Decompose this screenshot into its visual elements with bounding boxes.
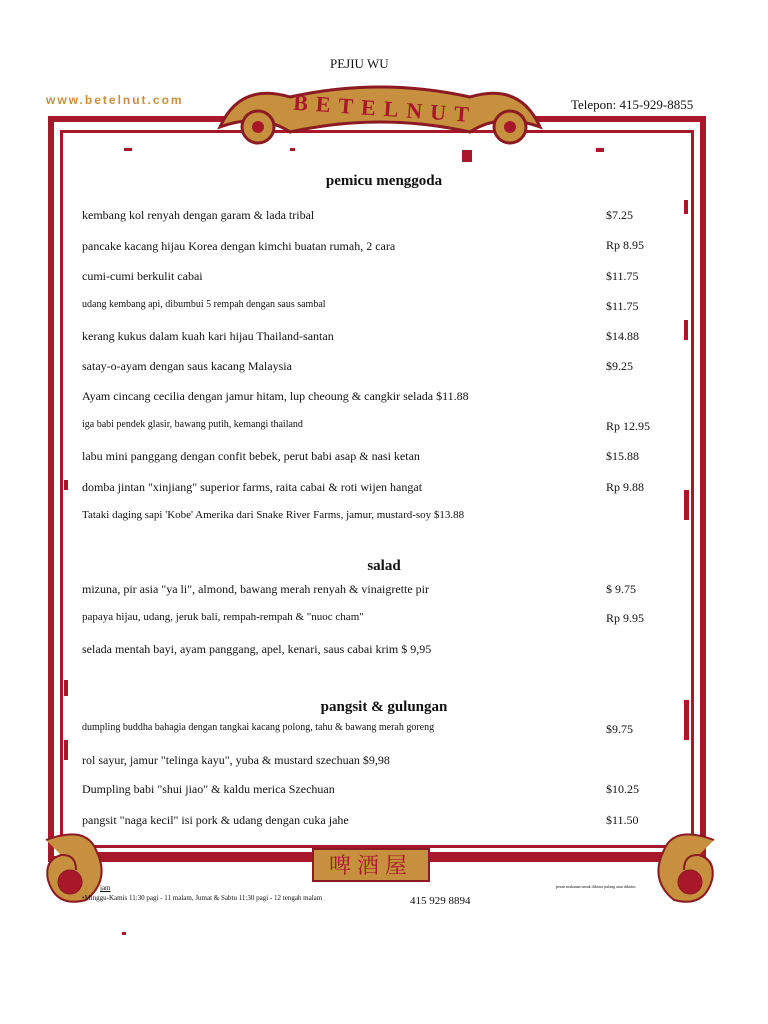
menu-item: Ayam cincang cecilia dengan jamur hitam, lup cheoung & cangkir selada $11.88 bbox=[82, 389, 469, 403]
menu-item: kembang kol renyah dengan garam & lada tribal bbox=[82, 208, 315, 222]
menu-item: mizuna, pir asia "ya li", almond, bawang merah renyah & vinaigrette pir bbox=[82, 582, 430, 596]
owner-name: PEJIU WU bbox=[330, 56, 389, 71]
menu-item: Dumpling babi "shui jiao" & kaldu merica Szechuan bbox=[82, 782, 335, 796]
menu-price: $9.75 bbox=[606, 722, 633, 736]
menu-item: satay-o-ayam dengan saus kacang Malaysia bbox=[82, 359, 292, 373]
opening-hours: •Minggu-Kamis 11:30 pagi - 11 malam, Jumat & Sabtu 11:30 pagi - 12 tengah malam bbox=[82, 894, 323, 902]
menu-item: dumpling buddha bahagia dengan tangkai kacang polong, tahu & bawang merah goreng bbox=[82, 722, 435, 733]
phone-number: Telepon: 415-929-8855 bbox=[571, 97, 694, 112]
chinese-sign: 啤酒屋 bbox=[312, 848, 430, 882]
menu-price: Rp 9.88 bbox=[606, 480, 645, 494]
menu-price: Rp 8.95 bbox=[606, 238, 645, 252]
menu-item: papaya hijau, udang, jeruk bali, rempah-rempah & "nuoc cham" bbox=[82, 611, 364, 623]
menu-item: pangsit "naga kecil" isi pork & udang dengan cuka jahe bbox=[82, 813, 349, 827]
menu-item: udang kembang api, dibumbui 5 rempah dengan saus sambal bbox=[82, 299, 326, 310]
menu-price: $15.88 bbox=[606, 449, 639, 463]
menu-item: rol sayur, jamur "telinga kayu", yuba & mustard szechuan $9,98 bbox=[82, 753, 390, 767]
menu-price: $ 9.75 bbox=[606, 582, 636, 596]
menu-price: $10.25 bbox=[606, 782, 639, 796]
menu-item: Tataki daging sapi 'Kobe' Amerika dari Snake River Farms, jamur, mustard-soy $13.88 bbox=[82, 509, 465, 521]
menu-item: kerang kukus dalam kuah kari hijau Thailand-santan bbox=[82, 329, 334, 343]
hours-label: jam bbox=[100, 884, 111, 892]
bottom-right-ornament bbox=[644, 820, 724, 910]
menu-price: $11.75 bbox=[606, 299, 639, 313]
section-title-salad: salad bbox=[367, 558, 401, 574]
menu-price: $9.25 bbox=[606, 359, 633, 373]
section-title-dumplings: pangsit & gulungan bbox=[320, 699, 448, 715]
section-title-appetizers: pemicu menggoda bbox=[325, 173, 443, 189]
menu-item: labu mini panggang dengan confit bebek, perut babi asap & nasi ketan bbox=[82, 449, 420, 463]
logo-text: BETELNUT bbox=[292, 89, 478, 128]
menu-price: Rp 9.95 bbox=[606, 611, 645, 625]
menu-price: $7.25 bbox=[606, 208, 633, 222]
menu-price: $14.88 bbox=[606, 329, 639, 343]
menu-item: selada mentah bayi, ayam panggang, apel, kenari, saus cabai krim $ 9,95 bbox=[82, 642, 432, 656]
menu-item: cumi-cumi berkulit cabai bbox=[82, 269, 203, 283]
menu-price: $11.50 bbox=[606, 813, 639, 827]
menu-item: pancake kacang hijau Korea dengan kimchi buatan rumah, 2 cara bbox=[82, 239, 396, 253]
website-link[interactable]: www.betelnut.com bbox=[46, 93, 184, 107]
menu-item: domba jintan "xinjiang" superior farms, raita cabai & roti wijen hangat bbox=[82, 480, 423, 494]
menu-price: Rp 12.95 bbox=[606, 419, 651, 433]
menu-item: iga babi pendek glasir, bawang putih, kemangi thailand bbox=[82, 419, 303, 430]
menu-price: $11.75 bbox=[606, 269, 639, 283]
footer-phone: 415 929 8894 bbox=[410, 895, 471, 907]
takeout-note: pesan makanan untuk dibawa pulang atau dikirim bbox=[556, 884, 636, 889]
